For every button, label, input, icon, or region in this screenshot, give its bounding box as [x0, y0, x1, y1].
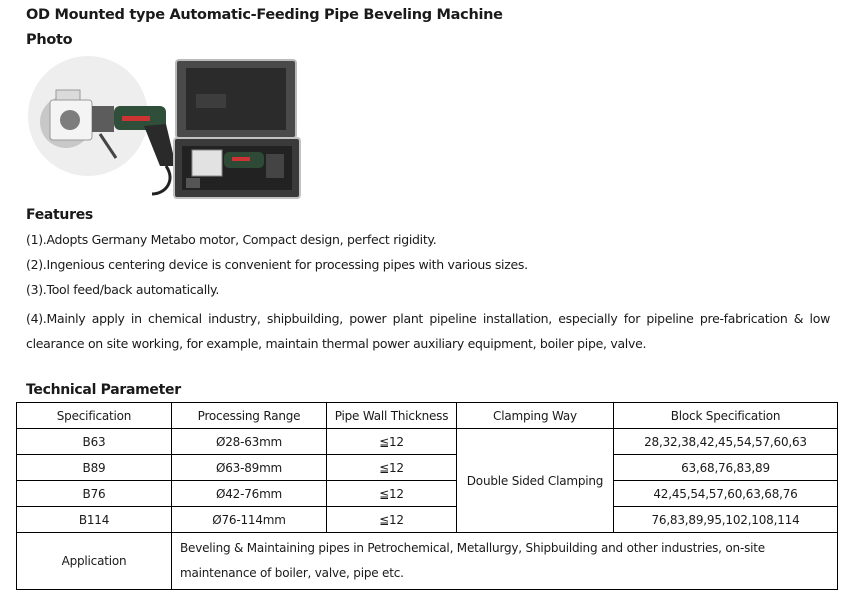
product-photos [26, 54, 301, 202]
cell-pipe-wall-thickness: ≦12 [327, 455, 457, 481]
header-clamping-way: Clamping Way [457, 403, 614, 429]
table-row [17, 481, 838, 507]
beveling-machine-image [28, 56, 176, 194]
technical-parameter-table [16, 402, 838, 590]
table-row [17, 455, 838, 481]
cell-clamping-way: Double Sided Clamping [457, 429, 614, 533]
feature-item-2: (2).Ingenious centering device is convenient for processing pipes with various sizes. [26, 257, 528, 272]
table-row [17, 507, 838, 533]
cell-processing-range: Ø28-63mm [172, 429, 327, 455]
cell-block-specification: 42,45,54,57,60,63,68,76 [614, 481, 838, 507]
features-heading: Features [26, 207, 93, 223]
cell-specification: B89 [17, 455, 172, 481]
cell-processing-range: Ø76-114mm [172, 507, 327, 533]
feature-item-1: (1).Adopts Germany Metabo motor, Compact design, perfect rigidity. [26, 232, 437, 247]
cell-block-specification: 76,83,89,95,102,108,114 [614, 507, 838, 533]
carrying-case-image [174, 60, 300, 198]
photo-label: Photo [26, 32, 73, 48]
application-text: Beveling & Maintaining pipes in Petrochemical, Metallurgy, Shipbuilding and other industries, on-site maintenance of boiler, valve, pipe etc. [172, 533, 838, 590]
header-block-specification: Block Specification [614, 403, 838, 429]
header-pipe-wall-thickness: Pipe Wall Thickness [327, 403, 457, 429]
cell-specification: B63 [17, 429, 172, 455]
cell-processing-range: Ø63-89mm [172, 455, 327, 481]
cell-block-specification: 28,32,38,42,45,54,57,60,63 [614, 429, 838, 455]
page-title: OD Mounted type Automatic-Feeding Pipe Beveling Machine [26, 7, 503, 23]
cell-pipe-wall-thickness: ≦12 [327, 507, 457, 533]
feature-item-3: (3).Tool feed/back automatically. [26, 282, 220, 297]
cell-pipe-wall-thickness: ≦12 [327, 429, 457, 455]
technical-parameter-heading: Technical Parameter [26, 382, 181, 398]
feature-item-4: (4).Mainly apply in chemical industry, shipbuilding, power plant pipeline installation, especially for pipeline pre-fabrication & low clearance on site working, for example, maintain thermal power auxiliary equipment, boiler pipe, valve. [26, 311, 830, 351]
cell-pipe-wall-thickness: ≦12 [327, 481, 457, 507]
cell-specification: B76 [17, 481, 172, 507]
header-processing-range: Processing Range [172, 403, 327, 429]
application-row [17, 533, 838, 590]
cell-processing-range: Ø42-76mm [172, 481, 327, 507]
table-header-row [17, 403, 838, 429]
table-row [17, 429, 838, 455]
cell-specification: B114 [17, 507, 172, 533]
cell-block-specification: 63,68,76,83,89 [614, 455, 838, 481]
application-label: Application [17, 533, 172, 590]
header-specification: Specification [17, 403, 172, 429]
